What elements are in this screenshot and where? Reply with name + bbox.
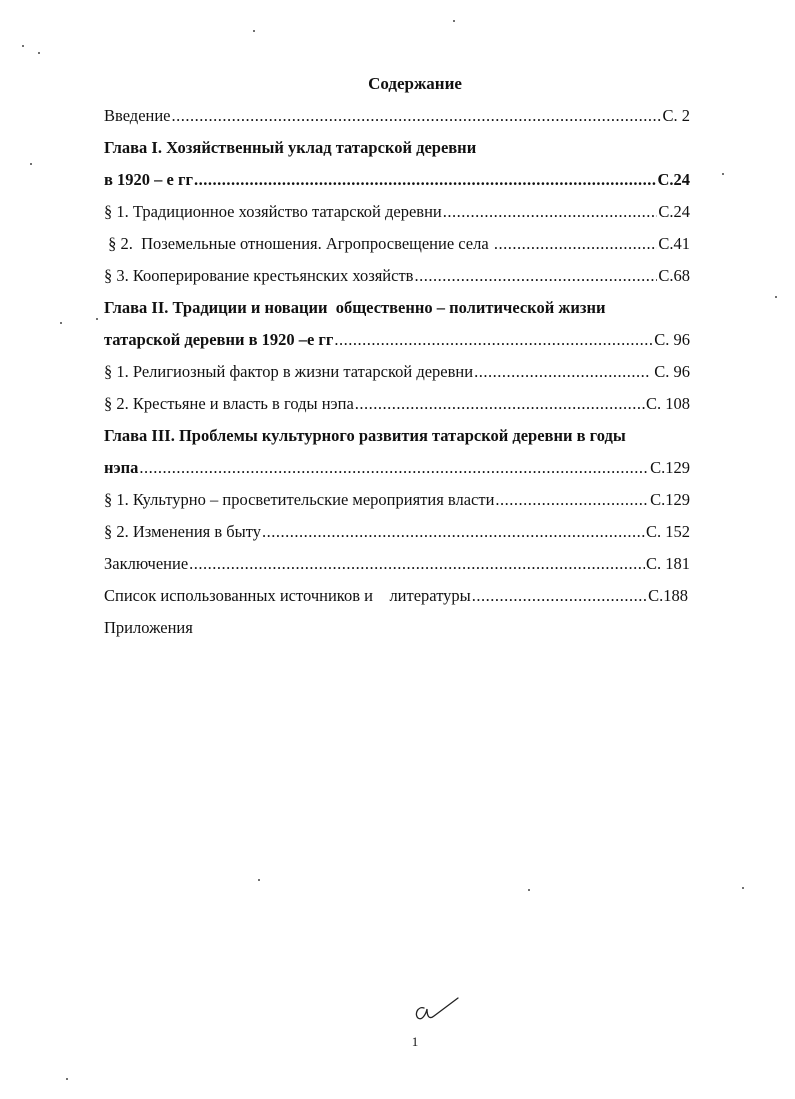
toc-entry-page: С.41	[658, 234, 690, 253]
toc-entry-text: в 1920 – е гг	[104, 170, 193, 189]
scan-speck	[96, 318, 98, 320]
scan-speck	[258, 879, 260, 881]
toc-entry-text: Приложения	[104, 618, 193, 637]
toc-entry-page: С. 96	[650, 362, 690, 381]
toc-entry-text: Глава II. Традиции и новации общественно – политической жизни	[104, 298, 606, 317]
toc-leader-dots	[495, 487, 649, 513]
toc-entry-section-3-2	[104, 519, 690, 545]
toc-entry-chapter-2-cont	[104, 327, 690, 353]
toc-entry-page: С. 152	[645, 522, 690, 541]
toc-entry-chapter-2	[104, 295, 605, 321]
toc-entry-introduction	[104, 103, 690, 129]
toc-entry-text: Заключение	[104, 554, 189, 573]
toc-entry-text: Глава I. Хозяйственный уклад татарской деревни	[104, 138, 477, 157]
toc-entry-page: С. 96	[654, 330, 690, 349]
toc-leader-dots	[414, 263, 657, 289]
toc-entry-text: § 1. Культурно – просветительские мероприятия власти	[104, 490, 495, 509]
toc-entry-page: С. 181	[645, 554, 690, 573]
scan-speck	[453, 20, 455, 22]
toc-leader-dots	[262, 519, 645, 545]
toc-entry-chapter-3	[104, 423, 626, 449]
toc-entry-page: С. 2	[662, 106, 690, 125]
scan-speck	[742, 887, 744, 889]
toc-entry-text: § 2. Поземельные отношения. Агропросвещение села	[104, 234, 493, 253]
toc-entry-page: С.24	[657, 170, 690, 189]
toc-leader-dots	[172, 103, 662, 129]
toc-entry-text: § 1. Традиционное хозяйство татарской деревни	[104, 202, 442, 221]
toc-entry-chapter-1	[104, 135, 476, 161]
toc-entry-bibliography	[104, 583, 688, 609]
toc-entry-chapter-1-cont	[104, 167, 690, 193]
toc-leader-dots	[189, 551, 645, 577]
scan-speck	[38, 52, 40, 54]
toc-entry-text: § 1. Религиозный фактор в жизни татарской деревни	[104, 362, 474, 381]
toc-entry-text: § 3. Кооперирование крестьянских хозяйств	[104, 266, 414, 285]
scan-speck	[775, 296, 777, 298]
toc-leader-dots	[472, 583, 647, 609]
toc-entry-text: § 2. Изменения в быту	[104, 522, 262, 541]
toc-leader-dots	[194, 167, 656, 193]
toc-entry-page: С.68	[658, 266, 690, 285]
toc-entry-page: С.129	[650, 490, 690, 509]
toc-entry-text: Глава III. Проблемы культурного развития татарской деревни в годы	[104, 426, 626, 445]
toc-leader-dots	[139, 455, 649, 481]
toc-entry-page: С. 108	[645, 394, 690, 413]
scan-speck	[30, 163, 32, 165]
toc-entry-text: татарской деревни в 1920 –е гг	[104, 330, 334, 349]
toc-entry-section-3-1	[104, 487, 690, 513]
toc-entry-section-1-1	[104, 199, 690, 225]
toc-entry-appendices	[104, 615, 193, 641]
toc-entry-page: С.129	[650, 458, 690, 477]
toc-leader-dots	[474, 359, 649, 385]
scan-speck	[66, 1078, 68, 1080]
scan-speck	[60, 322, 62, 324]
toc-leader-dots	[443, 199, 658, 225]
toc-entry-page: С.188	[648, 586, 688, 605]
toc-entry-page: С.24	[658, 202, 690, 221]
scan-speck	[253, 30, 255, 32]
page-number: 1	[411, 1034, 419, 1049]
toc-entry-section-1-2	[104, 231, 690, 257]
toc-entry-section-2-2	[104, 391, 690, 417]
scan-speck	[22, 45, 24, 47]
toc-leader-dots	[494, 231, 658, 257]
toc-leader-dots	[334, 327, 653, 353]
toc-title: Содержание	[368, 74, 462, 93]
handwritten-signature	[410, 994, 460, 1024]
toc-entry-section-1-3	[104, 263, 690, 289]
toc-leader-dots	[355, 391, 645, 417]
toc-entry-text: § 2. Крестьяне и власть в годы нэпа	[104, 394, 354, 413]
toc-entry-text: Введение	[104, 106, 171, 125]
toc-entry-text: нэпа	[104, 458, 139, 477]
scan-speck	[528, 889, 530, 891]
toc-entry-chapter-3-cont	[104, 455, 690, 481]
toc-entry-section-2-1	[104, 359, 690, 385]
scan-speck	[722, 173, 724, 175]
toc-entry-conclusion	[104, 551, 690, 577]
toc-entry-text: Список использованных источников и литературы	[104, 586, 471, 605]
